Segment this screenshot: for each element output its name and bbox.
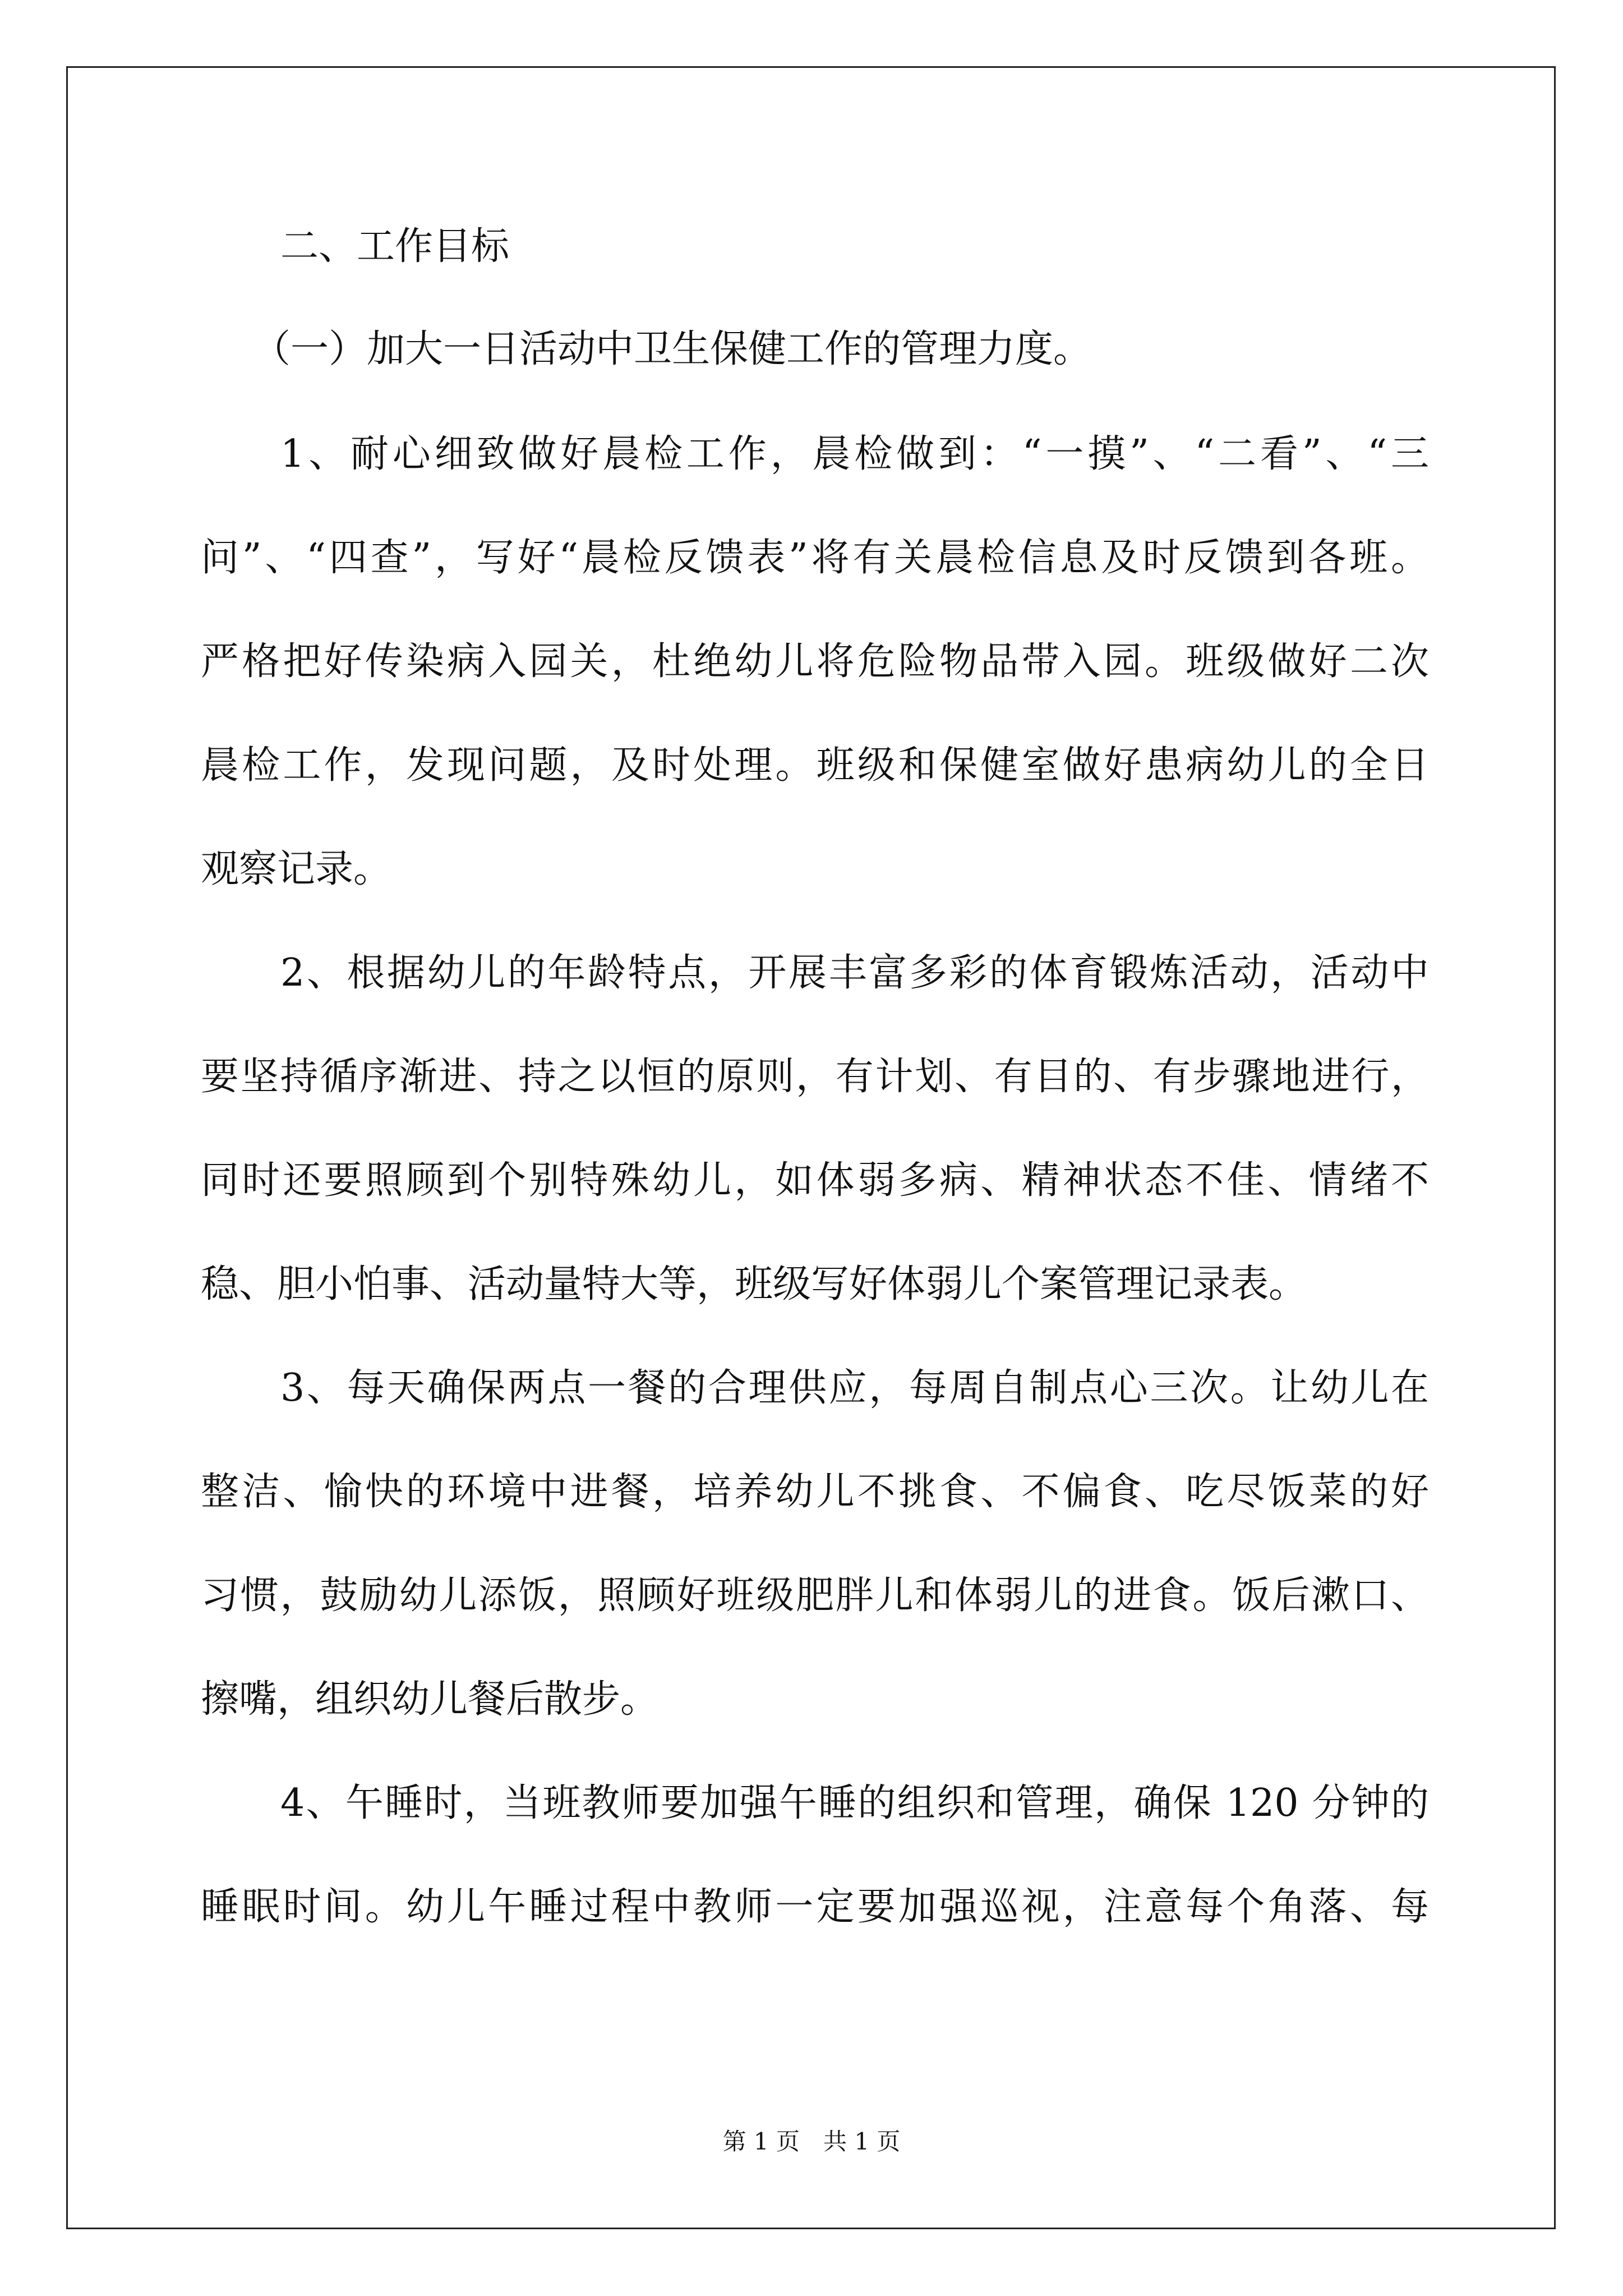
paragraph-2-line-3: 同时还要照顾到个别特殊幼儿，如体弱多病、精神状态不佳、情绪不 <box>201 1158 1429 1203</box>
paragraph-2-line-4: 稳、胆小怕事、活动量特大等，班级写好体弱儿个案管理记录表。 <box>201 1262 1307 1306</box>
paragraph-3-line-2: 整洁、愉快的环境中进餐，培养幼儿不挑食、不偏食、吃尽饭菜的好 <box>201 1470 1429 1514</box>
paragraph-3-line-4: 擦嘴，组织幼儿餐后散步。 <box>201 1677 659 1722</box>
paragraph-1-line-3: 严格把好传染病入园关，杜绝幼儿将危险物品带入园。班级做好二次 <box>201 639 1429 684</box>
paragraph-4-line-2: 睡眠时间。幼儿午睡过程中教师一定要加强巡视，注意每个角落、每 <box>201 1885 1429 1929</box>
paragraph-1-line-2: 问”、“四查”，写好“晨检反馈表”将有关晨检信息及时反馈到各班。 <box>201 536 1429 580</box>
paragraph-1-line-1: 1、耐心细致做好晨检工作，晨检做到：“一摸”、“二看”、“三 <box>280 432 1429 476</box>
section-heading: 二、工作目标 <box>280 224 510 269</box>
paragraph-1-line-4: 晨检工作，发现问题，及时处理。班级和保健室做好患病幼儿的全日 <box>201 743 1429 788</box>
page-number-footer: 第 1 页 共 1 页 <box>722 2128 901 2155</box>
paragraph-2-line-2: 要坚持循序渐进、持之以恒的原则，有计划、有目的、有步骤地进行， <box>201 1055 1429 1099</box>
paragraph-1-line-5: 观察记录。 <box>201 847 392 891</box>
paragraph-2-line-1: 2、根据幼儿的年龄特点，开展丰富多彩的体育锻炼活动，活动中 <box>280 951 1429 995</box>
paragraph-3-line-3: 习惯，鼓励幼儿添饭，照顾好班级肥胖儿和体弱儿的进食。饭后漱口、 <box>201 1573 1429 1618</box>
paragraph-4-line-1: 4、午睡时，当班教师要加强午睡的组织和管理，确保 120 分钟的 <box>280 1781 1429 1825</box>
subsection-heading: （一）加大一日活动中卫生保健工作的管理力度。 <box>252 327 1092 371</box>
paragraph-3-line-1: 3、每天确保两点一餐的合理供应，每周自制点心三次。让幼儿在 <box>280 1366 1429 1410</box>
